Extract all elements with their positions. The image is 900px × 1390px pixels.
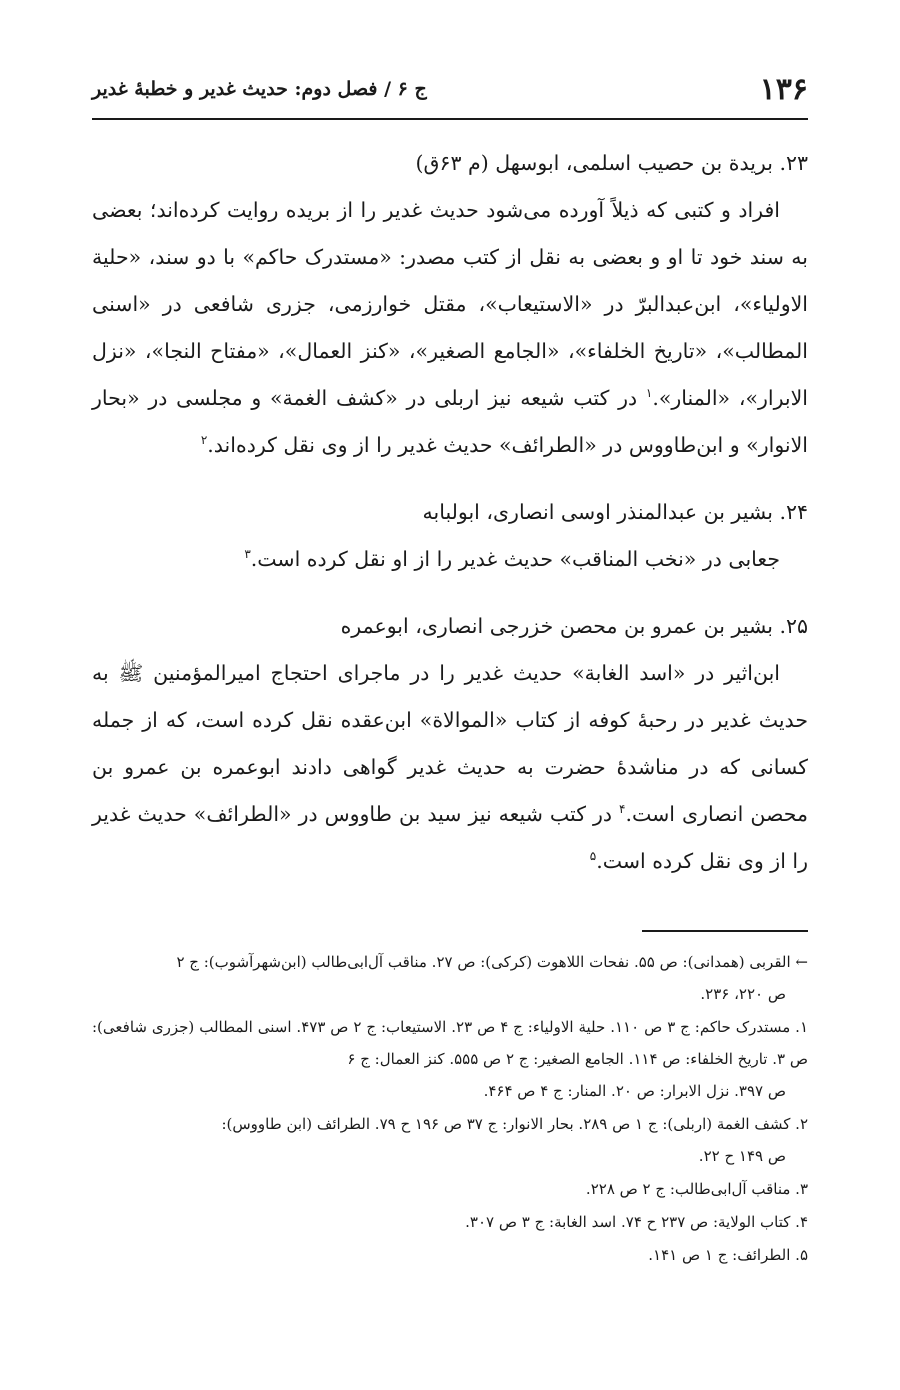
footnote-ref: ۵ — [589, 849, 597, 864]
footnote-1 — [92, 1011, 808, 1107]
footnote-ref: ۴ — [619, 802, 626, 817]
footnote-text: ۳. مناقب آل‌ابی‌طالب: ج ۲ ص ۲۲۸. — [585, 1180, 808, 1198]
footnotes — [92, 946, 808, 1272]
footnote-text: ۵. الطرائف: ج ۱ ص ۱۴۱. — [648, 1246, 808, 1264]
paragraph-text: ابن‌اثیر در «اسد الغابة» حدیث غدیر را در ماجرای احتجاج امیرالمؤمنین ﷺ به حدیث غدیر در رحبهٔ کوفه از کتاب «الموالاة» ابن‌عقده نقل کرده است، که از جمله کسانی که در مناشدهٔ حضرت به حدیث غدیر گواهی دادند ابوعمره بن عمرو بن محصن انصاری است. — [92, 661, 808, 826]
narrator-entry-23 — [92, 140, 808, 469]
footnote-5 — [92, 1239, 808, 1271]
entry-paragraph — [92, 650, 808, 885]
footnote-text: ص ۲۲۰، ۲۳۶. — [700, 985, 786, 1003]
paragraph-text: افراد و کتبی که ذیلاً آورده می‌شود حدیث غدیر را از بریده روایت کرده‌اند؛ بعضی به سند خود تا او و بعضی به نقل از کتب مصدر: «مستدرک حاکم» با دو سند، «حلیة الاولیاء»، ابن‌عبدالبرّ در «الاستیعاب»، مقتل خوارزمی، جزری شافعی در «اسنی المطالب»، «تاریخ الخلفاء»، «الجامع الصغیر»، «کنز العمال»، «مفتاح النجا»، «نزل الابرار»، «المنار». — [92, 198, 808, 410]
paragraph-text: در کتب شیعه نیز سید بن طاووس در «الطرائف» حدیث غدیر را از وی نقل کرده است. — [92, 802, 808, 873]
footnote-3 — [92, 1173, 808, 1205]
entry-heading: ۲۴. بشیر بن عبدالمنذر اوسی انصاری، ابولبابه — [422, 500, 808, 524]
footnote-divider — [642, 930, 808, 932]
page-number: ۱۳۶ — [759, 71, 808, 107]
entry-heading: ۲۵. بشیر بن عمرو بن محصن خزرجی انصاری، ابوعمره — [340, 614, 808, 638]
entry-heading: ۲۳. بریدة بن حصیب اسلمی، ابوسهل (م ۶۳ق) — [415, 151, 808, 175]
footnote-4 — [92, 1206, 808, 1238]
entry-paragraph — [92, 187, 808, 469]
footnote-text: ص ۳۹۷. نزل الابرار: ص ۲۰. المنار: ج ۴ ص ۴۶۴. — [483, 1082, 786, 1100]
footnote-continued — [92, 946, 808, 1010]
paragraph-text: جعابی در «نخب المناقب» حدیث غدیر را از او نقل کرده است. — [250, 547, 780, 571]
footnote-text: ← القربی (همدانی): ص ۵۵. نفحات اللاهوت (کرکی): ص ۲۷. مناقب آل‌ابی‌طالب (ابن‌شهرآشوب): ج ۲ — [176, 953, 808, 971]
footnote-ref: ۱ — [645, 386, 653, 401]
footnote-text: ۴. کتاب الولایة: ص ۲۳۷ ح ۷۴. اسد الغابة: ج ۳ ص ۳۰۷. — [465, 1213, 808, 1231]
footnote-text: ص ۱۴۹ ح ۲۲. — [698, 1147, 786, 1165]
footnote-ref: ۲ — [200, 433, 208, 448]
footnote-2 — [92, 1108, 808, 1172]
narrator-entry-24 — [92, 489, 808, 583]
page-header — [92, 66, 808, 112]
main-text — [92, 140, 808, 905]
entry-paragraph — [92, 536, 808, 583]
footnote-text: ۲. کشف الغمة (اربلی): ج ۱ ص ۲۸۹. بحار الانوار: ج ۳۷ ص ۱۹۶ ح ۷۹. الطرائف (ابن طاووس): — [221, 1115, 808, 1133]
footnote-ref: ۳ — [244, 547, 251, 562]
narrator-entry-25 — [92, 603, 808, 885]
footnote-text: ۱. مستدرک حاکم: ج ۳ ص ۱۱۰. حلیة الاولیاء: ج ۴ ص ۲۳. الاستیعاب: ج ۲ ص ۴۷۳. اسنی المطالب (جزری شافعی): ص ۳. تاریخ الخلفاء: ص ۱۱۴. الجامع الصغیر: ج ۲ ص ۵۵۵. کنز العمال: ج ۶ — [92, 1018, 809, 1068]
paragraph-text: در کتب شیعه نیز اربلی در «کشف الغمة» و مجلسی در «بحار الانوار» و ابن‌طاووس در «الطرائف» حدیث غدیر را از وی نقل کرده‌اند. — [92, 386, 808, 457]
header-divider — [92, 118, 808, 120]
running-title: ج ۶ / فصل دوم: حدیث غدیر و خطبهٔ غدیر — [92, 78, 427, 100]
